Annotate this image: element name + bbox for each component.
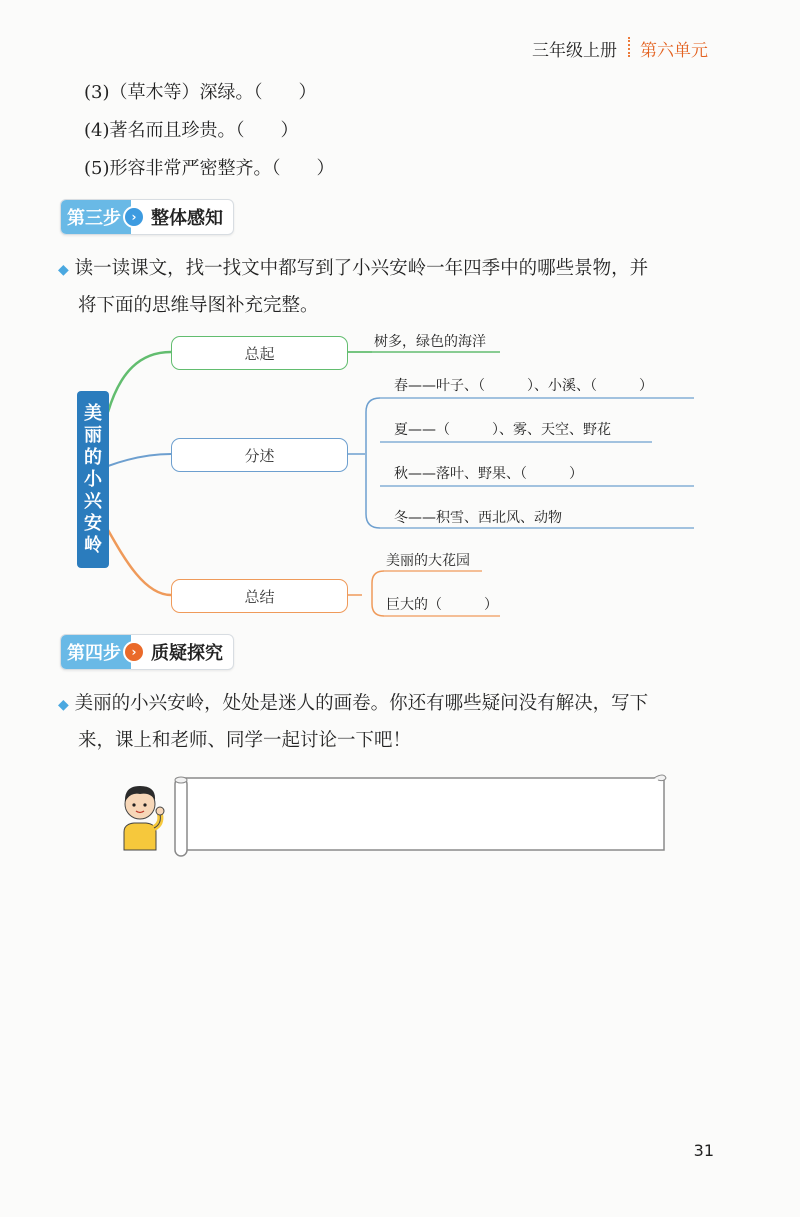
leaf-spring: 春——叶子、（ ）、小溪、（ ） [394, 378, 653, 394]
node-detail: 分述 [171, 438, 348, 472]
mindmap-title-char: 的 [84, 446, 102, 468]
mindmap-title [77, 391, 109, 568]
step4-number: 第四步 [61, 635, 131, 669]
summary-bracket [372, 571, 384, 616]
step3-arrow-icon: › [123, 206, 145, 228]
answer-scroll-box[interactable] [170, 770, 670, 858]
mindmap-title-char: 小 [84, 468, 102, 490]
step4-title: 质疑探究 [151, 643, 223, 664]
mindmap-title-char: 岭 [84, 534, 102, 556]
step3-title: 整体感知 [151, 208, 223, 229]
node-intro: 总起 [171, 336, 348, 370]
leaf-winter: 冬——积雪、西北风、动物 [394, 510, 562, 526]
boy-illustration-icon [110, 780, 172, 855]
mindmap-title-char: 美 [84, 402, 102, 424]
task1-line2: 将下面的思维导图补充完整。 [78, 295, 319, 316]
detail-bracket [366, 398, 380, 528]
leaf-summary-1: 美丽的大花园 [386, 553, 470, 569]
task2-line2: 来，课上和老师、同学一起讨论一下吧！ [78, 730, 412, 751]
mindmap-title-char: 兴 [84, 490, 102, 512]
connector-detail [108, 454, 171, 466]
leaf-summary-2: 巨大的（ ） [386, 597, 498, 613]
leaf-intro: 树多，绿色的海洋 [374, 334, 486, 350]
connector-intro [108, 352, 171, 412]
bullet-diamond-icon: ◆ [58, 262, 69, 278]
step3-number: 第三步 [61, 200, 131, 234]
connector-summary [108, 530, 171, 595]
mindmap-title-char: 丽 [84, 424, 102, 446]
leaf-autumn: 秋——落叶、野果、（ ） [394, 466, 583, 482]
bullet-diamond-icon: ◆ [58, 697, 69, 713]
task1-line1: 读一读课文，找一找文中都写到了小兴安岭一年四季中的哪些景物，并 [74, 258, 649, 279]
task2-paragraph [58, 686, 648, 759]
header-grade: 三年级上册 [532, 41, 617, 61]
node-summary: 总结 [171, 579, 348, 613]
leaf-summer: 夏——（ ）、雾、天空、野花 [394, 422, 611, 438]
page-number: 31 [693, 1141, 714, 1160]
mindmap-title-char: 安 [84, 512, 102, 534]
exercise-item-5: (5)形容非常严密整齐。（ ） [84, 158, 335, 179]
header-unit: 第六单元 [640, 41, 708, 61]
step4-badge [60, 634, 234, 670]
step4-arrow-icon: › [123, 641, 145, 663]
task2-line1: 美丽的小兴安岭，处处是迷人的画卷。你还有哪些疑问没有解决，写下 [74, 693, 649, 714]
exercise-item-3: (3)（草木等）深绿。（ ） [84, 82, 317, 103]
exercise-item-4: (4)著名而且珍贵。（ ） [84, 120, 299, 141]
